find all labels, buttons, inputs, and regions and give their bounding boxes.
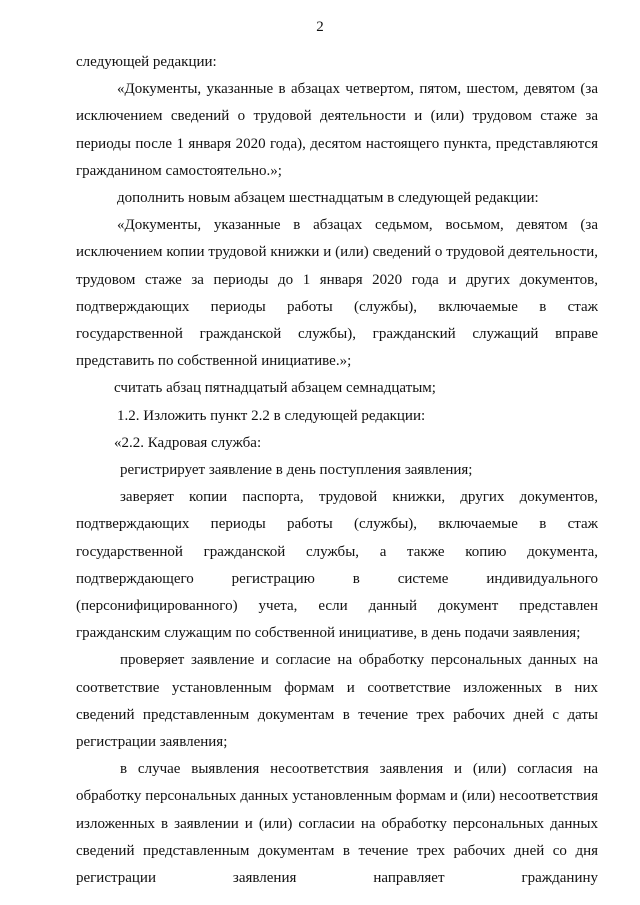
paragraph-6: 1.2. Изложить пункт 2.2 в следующей редакции: (117, 407, 426, 424)
paragraph-7: «2.2. Кадровая служба: (114, 434, 262, 451)
paragraph-4: «Документы, указанные в абзацах седьмом, восьмом, девятом (за исключением копии трудовой книжки и (или) сведений о трудовой деятельности, трудовом стаже за периоды до 1 января 2020 года и других документов, подтверждающих периоды работы (службы), включаемые в стаж государственной гражданской службы), гражданский служащий вправе представить по собственной инициативе.»; (76, 217, 598, 370)
paragraph-2: «Документы, указанные в абзацах четвертом, пятом, шестом, девятом (за исключением сведений о трудовой деятельности и (или) трудовом стаже за периоды после 1 января 2020 года), десятом настоящего пункта, представляются гражданином самостоятельно.»; (76, 81, 598, 179)
paragraph-10: проверяет заявление и согласие на обработку персональных данных на соответствие установленным формам и соответствие изложенных в них сведений представленным документам в течение трех рабочих дней с даты регистрации заявления; (76, 652, 598, 751)
document-body (76, 49, 598, 892)
paragraph-9: заверяет копии паспорта, трудовой книжки, других документов, подтверждающих периоды работы (службы), включаемые в стаж государственной гражданской службы, а также копию документа, подтверждающего регистрацию в системе индивидуального (персонифицированного) учета, если данный документ представлен гражданским служащим по собственной инициативе, в день подачи заявления; (76, 489, 598, 642)
paragraph-8: регистрирует заявление в день поступления заявления; (120, 462, 473, 479)
paragraph-5: считать абзац пятнадцатый абзацем семнадцатым; (114, 380, 436, 397)
paragraph-11: в случае выявления несоответствия заявления и (или) согласия на обработку персональных данных установленным формам и (или) несоответствия изложенных в заявлении и (или) согласии на обработку персональных данных сведений представленным документам в течение трех рабочих дней со дня регистрации заявления направляет гражданину (76, 761, 598, 887)
paragraph-1: следующей редакции: (76, 54, 217, 70)
page-number: 2 (316, 19, 324, 35)
paragraph-3: дополнить новым абзацем шестнадцатым в следующей редакции: (117, 190, 539, 207)
